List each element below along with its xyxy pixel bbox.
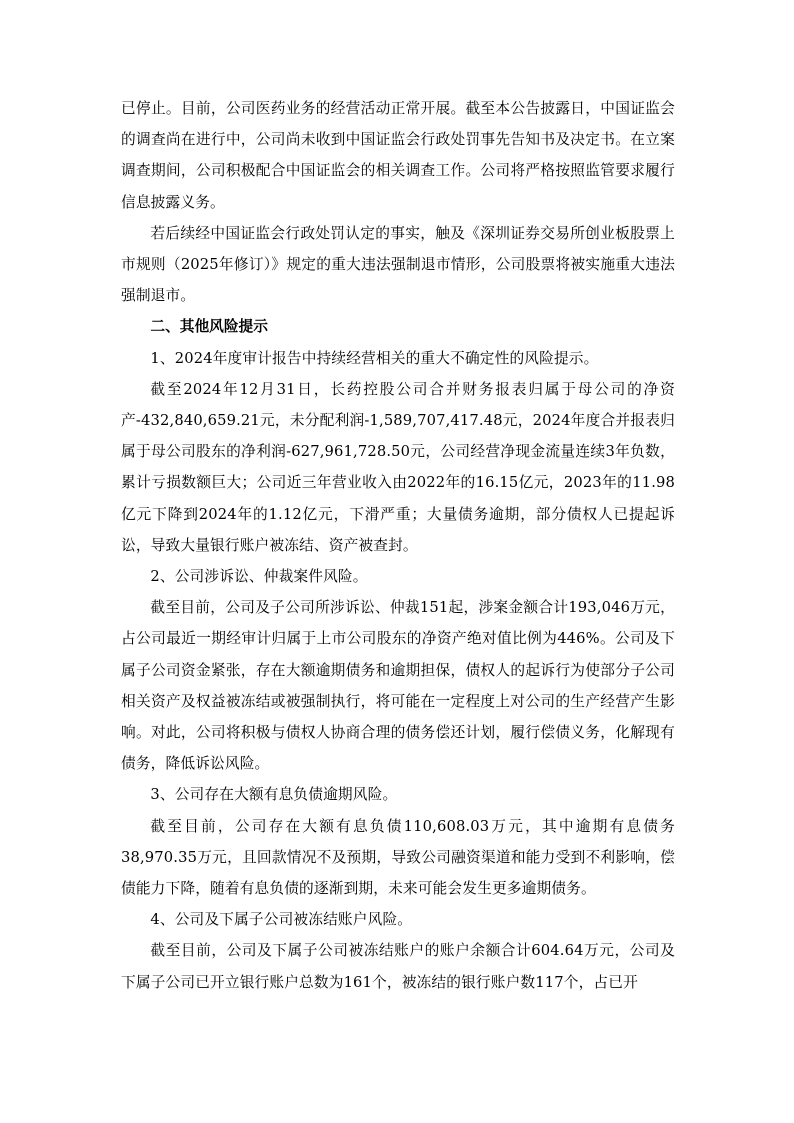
item-4-body: 截至目前，公司及下属子公司被冻结账户的账户余额合计604.64万元，公司及下属子公司已开立银行账户总数为161个，被冻结的银行账户数117个，占已开 bbox=[121, 942, 675, 991]
item-1-body: 截至2024年12月31日，长药控股公司合并财务报表归属于母公司的净资产-432,840,659.21元，未分配利润-1,589,707,417.48元，2024年度合并报表归属于母公司股东的净利润-627,961,728.50元，公司经营净现金流量连续3年负数，累计亏损数额巨大；公司近三年营业收入由2022年的16.15亿元，2023年的11.98亿元下降到2024年的1.12亿元，下滑严重；大量债务逾期，部分债权人已提起诉讼，导致大量银行账户被冻结、资产被查封。 bbox=[121, 380, 675, 554]
paragraph-delisting-risk: 若后续经中国证监会行政处罚认定的事实，触及《深圳证券交易所创业板股票上市规则（2025年修订）》规定的重大违法强制退市情形，公司股票将被实施重大违法强制退市。 bbox=[121, 224, 675, 305]
item-4-title: 4、公司及下属子公司被冻结账户风险。 bbox=[150, 911, 413, 929]
paragraph-investigation-status: 已停止。目前，公司医药业务的经营活动正常开展。截至本公告披露日，中国证监会的调查尚在进行中，公司尚未收到中国证监会行政处罚事先告知书及决定书。在立案调查期间，公司积极配合中国证监会的相关调查工作。公司将严格按照监管要求履行信息披露义务。 bbox=[121, 100, 675, 211]
section-heading-other-risks: 二、其他风险提示 bbox=[150, 318, 268, 336]
document-page bbox=[121, 93, 675, 998]
item-2-title: 2、公司涉诉讼、仲裁案件风险。 bbox=[150, 568, 368, 586]
item-3-title: 3、公司存在大额有息负债逾期风险。 bbox=[150, 786, 398, 804]
item-3-body: 截至目前，公司存在大额有息负债110,608.03万元，其中逾期有息债务38,970.35万元，且回款情况不及预期，导致公司融资渠道和能力受到不利影响，偿债能力下降，随着有息负债的逐渐到期，未来可能会发生更多逾期债务。 bbox=[121, 817, 675, 898]
item-2-body: 截至目前，公司及子公司所涉诉讼、仲裁151起，涉案金额合计193,046万元，占公司最近一期经审计归属于上市公司股东的净资产绝对值比例为446%。公司及下属子公司资金紧张，存在大额逾期债务和逾期担保，债权人的起诉行为使部分子公司相关资产及权益被冻结或被强制执行，将可能在一定程度上对公司的生产经营产生影响。对此，公司将积极与债权人协商合理的债务偿还计划，履行偿债义务，化解现有债务，降低诉讼风险。 bbox=[121, 599, 675, 773]
item-1-title: 1、2024年度审计报告中持续经营相关的重大不确定性的风险提示。 bbox=[150, 349, 599, 367]
